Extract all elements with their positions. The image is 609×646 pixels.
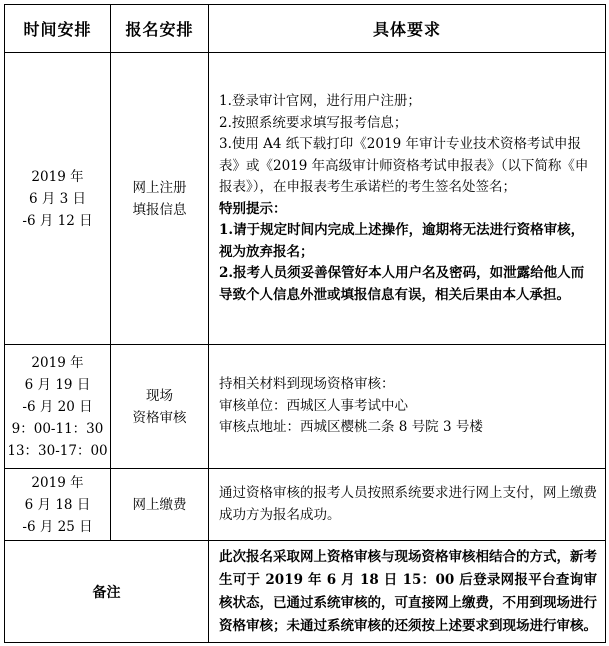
requirement-item: 3.使用 A4 纸下载打印《2019 年审计专业技术资格考试申报表》或《2019 年高级审计师资格考试申报表》（以下简称《申报表》），在申报表考生承诺栏的考生签名处签名； <box>219 136 589 195</box>
requirement-item: 通过资格审核的报考人员按照系统要求进行网上支付，网上缴费成功方为报名成功。 <box>219 485 597 523</box>
special-notice-item: 2.报考人员须妥善保管好本人用户名及密码，如泄露给他人而导致个人信息外泄或填报信息有误，相关后果由本人承担。 <box>219 265 585 303</box>
requirements-cell <box>209 469 606 541</box>
requirement-item: 2.按照系统要求填写报考信息； <box>219 114 408 131</box>
header-requirements: 具体要求 <box>209 5 606 53</box>
arrangement-line: 资格审核 <box>132 409 187 426</box>
time-line: -6 月 12 日 <box>22 212 93 229</box>
requirements-cell <box>209 53 606 345</box>
header-arrangement: 报名安排 <box>111 5 209 53</box>
arrangement-line: 网上注册 <box>132 179 187 196</box>
time-line: 6 月 19 日 <box>24 376 91 393</box>
table-row <box>5 53 606 345</box>
special-notice-item: 1.请于规定时间内完成上述操作，逾期将无法进行资格审核，视为放弃报名； <box>219 222 585 260</box>
arrangement-line: 现场 <box>146 387 173 404</box>
arrangement-cell <box>111 53 209 345</box>
time-cell <box>5 469 111 541</box>
table-row <box>5 345 606 469</box>
time-line: -6 月 25 日 <box>22 518 93 535</box>
header-row <box>5 5 606 53</box>
requirement-item: 持相关材料到现场资格审核： <box>219 376 395 393</box>
special-notice-title: 特别提示： <box>219 200 287 217</box>
time-cell <box>5 345 111 469</box>
registration-schedule-table <box>4 4 606 643</box>
time-line: 2019 年 <box>31 168 84 185</box>
header-time: 时间安排 <box>5 5 111 53</box>
requirement-item: 审核点地址：西城区樱桃二条 8 号院 3 号楼 <box>219 419 483 436</box>
note-label: 备注 <box>5 541 209 643</box>
requirement-item: 审核单位：西城区人事考试中心 <box>219 397 408 414</box>
requirements-cell <box>209 345 606 469</box>
time-line: -6 月 20 日 <box>22 398 93 415</box>
arrangement-line: 填报信息 <box>132 201 187 218</box>
time-line: 2019 年 <box>31 474 84 491</box>
time-line: 2019 年 <box>31 354 84 371</box>
requirement-item: 1.登录审计官网，进行用户注册； <box>219 93 421 109</box>
time-cell <box>5 53 111 345</box>
time-line: 9：00-11：30 <box>11 420 104 437</box>
table-row <box>5 469 606 541</box>
arrangement-cell <box>111 469 209 541</box>
arrangement-line: 网上缴费 <box>132 496 187 513</box>
arrangement-cell <box>111 345 209 469</box>
time-line: 6 月 18 日 <box>24 496 91 513</box>
time-line: 6 月 3 日 <box>28 190 87 207</box>
time-line: 13：30-17：00 <box>7 442 108 459</box>
note-text: 此次报名采取网上资格审核与现场资格审核相结合的方式，新考生可于 2019 年 6 月 18 日 15：00 后登录网报平台查询审核状态，已通过系统审核的，可直接网上缴费，不用到现场进行资格审核；未通过系统审核的还须按上述要求到现场进行审核。 <box>209 541 606 643</box>
note-row <box>5 541 606 643</box>
